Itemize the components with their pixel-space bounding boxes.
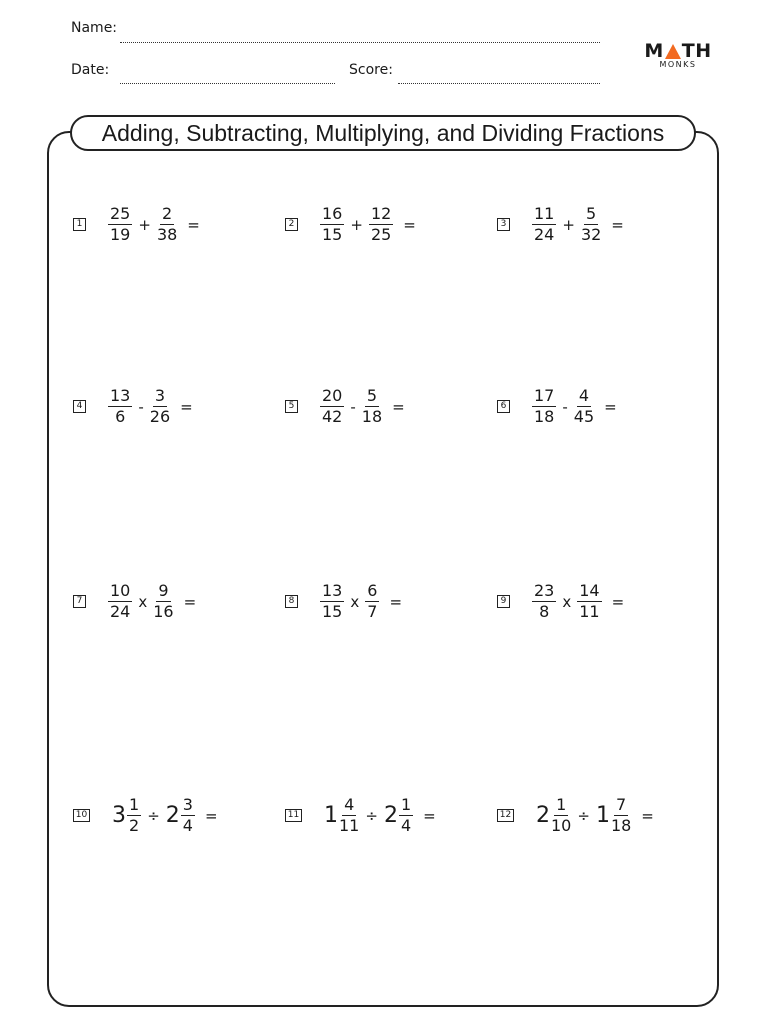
fraction (369, 206, 393, 243)
fraction (581, 206, 601, 243)
fraction (577, 583, 601, 620)
problem-8 (285, 583, 402, 620)
numerator: 10 (110, 581, 131, 600)
name-label: Name: (71, 20, 118, 36)
numerator: 3 (154, 386, 166, 405)
numerator: 5 (366, 386, 378, 405)
numerator: 3 (182, 795, 193, 814)
fraction (108, 388, 132, 425)
operator: ÷ (577, 806, 590, 825)
problem-number: 5 (285, 400, 298, 413)
numerator: 20 (322, 386, 343, 405)
problem-number: 9 (497, 595, 510, 608)
name-field[interactable] (120, 42, 600, 43)
worksheet-frame (47, 131, 719, 1007)
mixed-number (166, 797, 195, 834)
problem-7 (73, 583, 196, 620)
equals-sign: = (604, 397, 617, 416)
operator: - (138, 397, 144, 416)
whole-number: 2 (165, 803, 180, 828)
operator: ÷ (365, 806, 378, 825)
score-label: Score: (349, 62, 393, 78)
denominator: 38 (156, 225, 178, 244)
operator: - (562, 397, 568, 416)
fraction (157, 206, 177, 243)
whole-number: 3 (112, 803, 126, 828)
numerator: 16 (322, 204, 343, 223)
fraction (320, 388, 344, 425)
worksheet-title (70, 115, 696, 151)
operator: + (562, 215, 575, 234)
denominator: 18 (534, 407, 555, 426)
denominator: 24 (534, 225, 555, 244)
denominator: 45 (573, 407, 595, 426)
fraction (532, 388, 556, 425)
fraction (365, 583, 379, 620)
equals-sign: = (204, 806, 218, 825)
problem-number: 11 (285, 809, 302, 822)
problem-number: 10 (73, 809, 90, 822)
numerator: 17 (534, 386, 555, 405)
denominator: 32 (580, 225, 602, 244)
operator: x (562, 592, 572, 611)
fraction (153, 583, 173, 620)
problem-number: 7 (73, 595, 86, 608)
problem-number: 8 (285, 595, 298, 608)
denominator: 19 (110, 225, 131, 244)
numerator: 5 (586, 204, 597, 223)
math-monks-logo (644, 40, 712, 69)
denominator: 42 (322, 407, 343, 426)
mixed-number (384, 797, 413, 834)
equals-sign: = (183, 592, 197, 611)
score-field[interactable] (398, 83, 600, 84)
whole-number: 2 (383, 803, 398, 828)
denominator: 26 (149, 407, 171, 426)
numerator: 25 (110, 204, 131, 223)
operator: x (138, 592, 148, 611)
fraction (108, 583, 132, 620)
problem-11 (285, 797, 436, 834)
denominator: 11 (579, 602, 600, 621)
equals-sign: = (187, 215, 200, 234)
denominator: 6 (115, 407, 126, 426)
problem-10 (73, 797, 218, 834)
worksheet-title-text: Adding, Subtracting, Multiplying, and Dividing Fractions (101, 119, 665, 146)
denominator: 18 (361, 407, 383, 426)
numerator: 13 (110, 386, 131, 405)
fraction (532, 583, 556, 620)
date-label: Date: (71, 62, 110, 78)
denominator: 15 (322, 225, 343, 244)
numerator: 1 (400, 795, 412, 814)
problem-12 (497, 797, 654, 834)
problem-number: 6 (497, 400, 510, 413)
problem-6 (497, 388, 617, 425)
problem-5 (285, 388, 405, 425)
denominator: 4 (182, 816, 193, 835)
whole-number: 1 (324, 803, 338, 828)
operator: + (138, 215, 151, 234)
operator: ÷ (147, 806, 160, 825)
equals-sign: = (641, 806, 654, 825)
equals-sign: = (611, 592, 625, 611)
denominator: 16 (153, 602, 174, 621)
problem-9 (497, 583, 624, 620)
numerator: 12 (370, 204, 392, 223)
fraction (532, 206, 556, 243)
equals-sign: = (403, 215, 416, 234)
whole-number: 1 (595, 803, 610, 828)
problem-2 (285, 206, 416, 243)
fraction (181, 797, 195, 834)
numerator: 23 (534, 581, 555, 600)
whole-number: 2 (536, 803, 550, 828)
numerator: 6 (367, 581, 378, 600)
fraction (362, 388, 382, 425)
denominator: 15 (322, 602, 343, 621)
fraction (399, 797, 413, 834)
logo-letter-m: M (644, 40, 664, 62)
denominator: 2 (129, 816, 140, 835)
equals-sign: = (392, 397, 405, 416)
mixed-number (112, 797, 141, 834)
operator: + (350, 215, 363, 234)
numerator: 13 (322, 581, 343, 600)
numerator: 2 (162, 204, 173, 223)
numerator: 1 (129, 795, 140, 814)
fraction (150, 388, 170, 425)
mixed-number (536, 797, 571, 834)
logo-subtitle: MONKS (659, 60, 697, 69)
numerator: 7 (616, 795, 627, 814)
logo-letters-th: TH (681, 40, 712, 62)
numerator: 4 (344, 795, 355, 814)
denominator: 25 (370, 225, 392, 244)
denominator: 18 (610, 816, 632, 835)
fraction (320, 206, 344, 243)
denominator: 8 (539, 602, 550, 621)
fraction (320, 583, 344, 620)
equals-sign: = (611, 215, 624, 234)
fraction (611, 797, 631, 834)
denominator: 4 (400, 816, 412, 835)
numerator: 11 (534, 204, 555, 223)
problem-number: 4 (73, 400, 86, 413)
logo-triangle-icon (665, 44, 681, 59)
numerator: 14 (579, 581, 600, 600)
equals-sign: = (180, 397, 193, 416)
numerator: 9 (158, 581, 169, 600)
fraction (551, 797, 571, 834)
fraction (339, 797, 359, 834)
denominator: 10 (551, 816, 572, 835)
equals-sign: = (423, 806, 436, 825)
mixed-number (596, 797, 631, 834)
numerator: 1 (556, 795, 567, 814)
fraction (574, 388, 594, 425)
date-field[interactable] (120, 83, 335, 84)
denominator: 24 (110, 602, 131, 621)
mixed-number (324, 797, 359, 834)
fraction (127, 797, 141, 834)
problem-number: 12 (497, 809, 514, 822)
problem-number: 1 (73, 218, 86, 231)
operator: - (350, 397, 356, 416)
problem-3 (497, 206, 624, 243)
denominator: 11 (339, 816, 360, 835)
equals-sign: = (389, 592, 403, 611)
fraction (108, 206, 132, 243)
operator: x (350, 592, 360, 611)
problem-number: 2 (285, 218, 298, 231)
numerator: 4 (578, 386, 590, 405)
problem-1 (73, 206, 200, 243)
problem-4 (73, 388, 193, 425)
problem-number: 3 (497, 218, 510, 231)
denominator: 7 (367, 602, 378, 621)
